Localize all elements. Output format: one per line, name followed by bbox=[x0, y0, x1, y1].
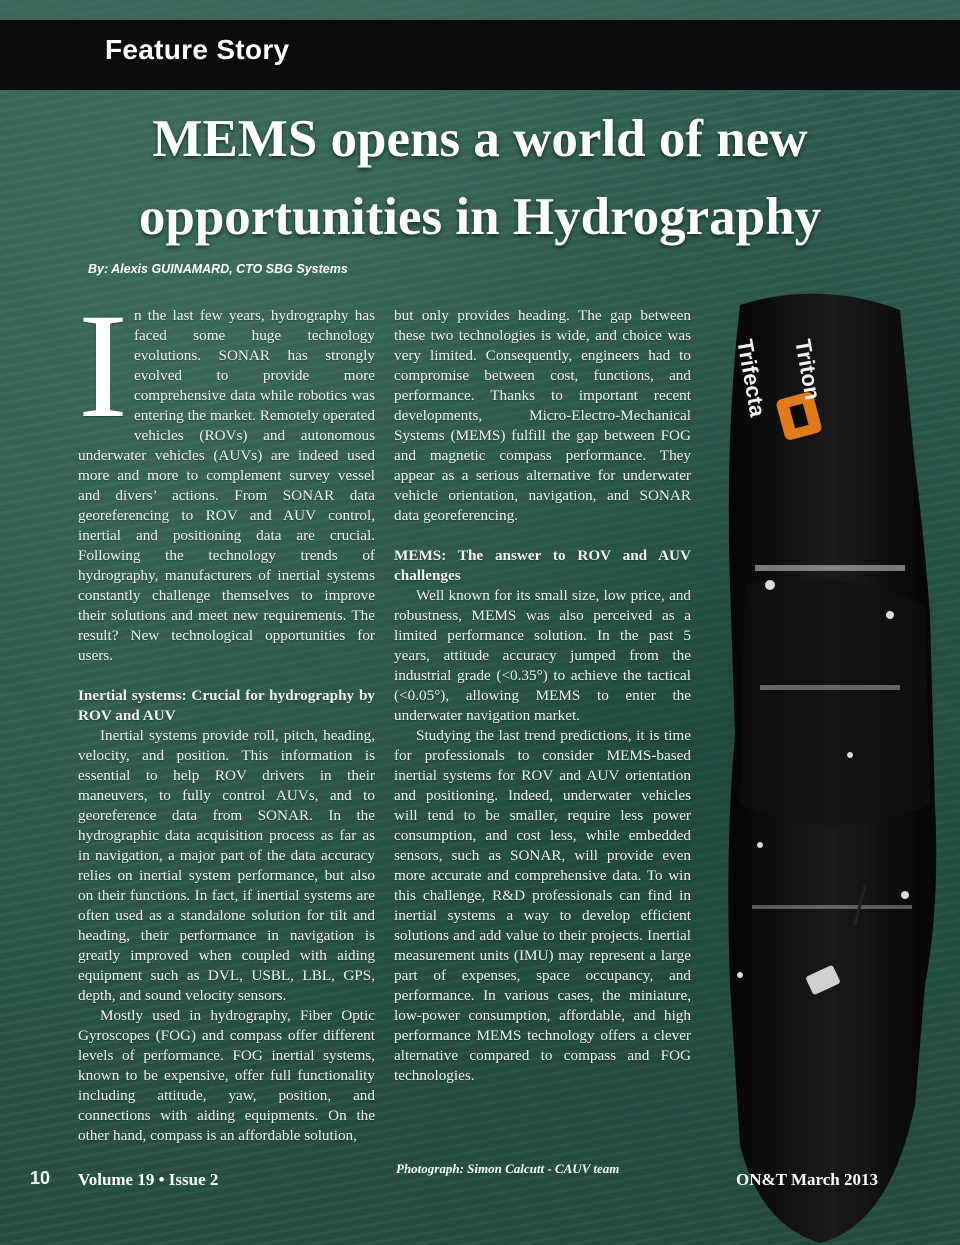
paragraph-fog: Mostly used in hydrography, Fiber Optic Gyroscopes (FOG) and compass offer different levels of performance. FOG inertial systems, known to be expensive, offer full functionality including attitude, yaw, position, and connections with aiding equipments. On the other hand, compass is an affordable solution, bbox=[78, 1007, 375, 1144]
auv-white-band bbox=[755, 565, 905, 571]
paragraph-trend: Studying the last trend predictions, it is time for professionals to consider MEMS-based inertial systems for ROV and AUV orientation and positioning. Indeed, underwater vehicles will tend to be smaller, require less power consumption, and cost less, while embedded sensors, such as SONAR, will provide even more accurate and comprehensive data. To win this challenge, R&D professionals can find in inertial systems a way to develop efficient solutions and add value to their projects. Inertial measurement units (IMU) may represent a large part of expenses, space occupancy, and performance. In various cases, the miniature, low-power consumption, affordable, and high performance MEMS technology offers a clever alternative compared to compass and FOG technologies. bbox=[394, 727, 691, 1084]
column-left bbox=[78, 283, 375, 1146]
photo-credit: Photograph: Simon Calcutt - CAUV team bbox=[396, 1161, 620, 1176]
section-label: Feature Story bbox=[105, 34, 290, 65]
title-line-2: opportunities in Hydrography bbox=[138, 188, 822, 246]
subheading-mems: MEMS: The answer to ROV and AUV challenges bbox=[394, 547, 691, 584]
drop-cap: I bbox=[78, 283, 128, 449]
auv-logo-triton: Triton bbox=[790, 337, 826, 402]
title-line-1: MEMS opens a world of new bbox=[152, 110, 808, 168]
water-top-strip bbox=[0, 0, 960, 20]
auv-logo-trifecta: Trifecta bbox=[732, 337, 771, 419]
auv-photo bbox=[700, 285, 940, 1245]
auv-reflection bbox=[740, 578, 930, 825]
byline: By: Alexis GUINAMARD, CTO SBG Systems bbox=[88, 262, 348, 276]
column-right bbox=[394, 306, 691, 1086]
paragraph-intro: n the last few years, hydrography has faced some huge technology evolutions. SONAR has strongly evolved to provide more comprehensive data while robotics was entering the market. Remotely operated vehicles (ROVs) and autonomous underwater vehicles (AUVs) are indeed used more and more to complement survey vessel and divers’ actions. From SONAR data georeferencing to ROV and AUV control, inertial and positioning data are crucial. Following the technology trends of hydrography, manufacturers of inertial systems constantly challenge themselves to improve their solutions and meet new requirements. The result? New technological opportunities for users. bbox=[78, 307, 375, 664]
paragraph-fog-continued: but only provides heading. The gap between these two technologies is wide, and choice was very limited. Consequently, engineers had to compromise between cost, functions, and performance. Thanks to important recent developments, Micro-Electro-Mechanical Systems (MEMS) fulfill the gap between FOG and magnetic compass performance. They appear as a serious alternative for underwater vehicle orientation, navigation, and SONAR data georeferencing. bbox=[394, 307, 691, 524]
paragraph-mems: Well known for its small size, low price, and robustness, MEMS was also perceived as a limited performance solution. In the past 5 years, attitude accuracy jumped from the industrial grade (<0.35°) to achieve the tactical (<0.05°), allowing MEMS to enter the underwater navigation market. bbox=[394, 587, 691, 724]
subheading-inertial: Inertial systems: Crucial for hydrography by ROV and AUV bbox=[78, 687, 375, 724]
paragraph-inertial: Inertial systems provide roll, pitch, heading, velocity, and position. This information is essential to help ROV drivers in their maneuvers, to fully control AUVs, and to georeference data from SONAR. In the hydrographic data acquisition process as far as in navigation, a major part of the data accuracy relies on inertial system performance, but also on their functions. In fact, if inertial systems are often used as a standalone solution for tilt and heading, their performance in navigation is greatly improved when coupled with aiding equipment such as DVL, USBL, LBL, GPS, depth, and sound velocity sensors. bbox=[78, 727, 375, 1004]
issue-label: Volume 19 • Issue 2 bbox=[78, 1170, 219, 1189]
page-number: 10 bbox=[30, 1168, 51, 1188]
article-title bbox=[60, 100, 900, 256]
magazine-date: ON&T March 2013 bbox=[736, 1170, 878, 1189]
